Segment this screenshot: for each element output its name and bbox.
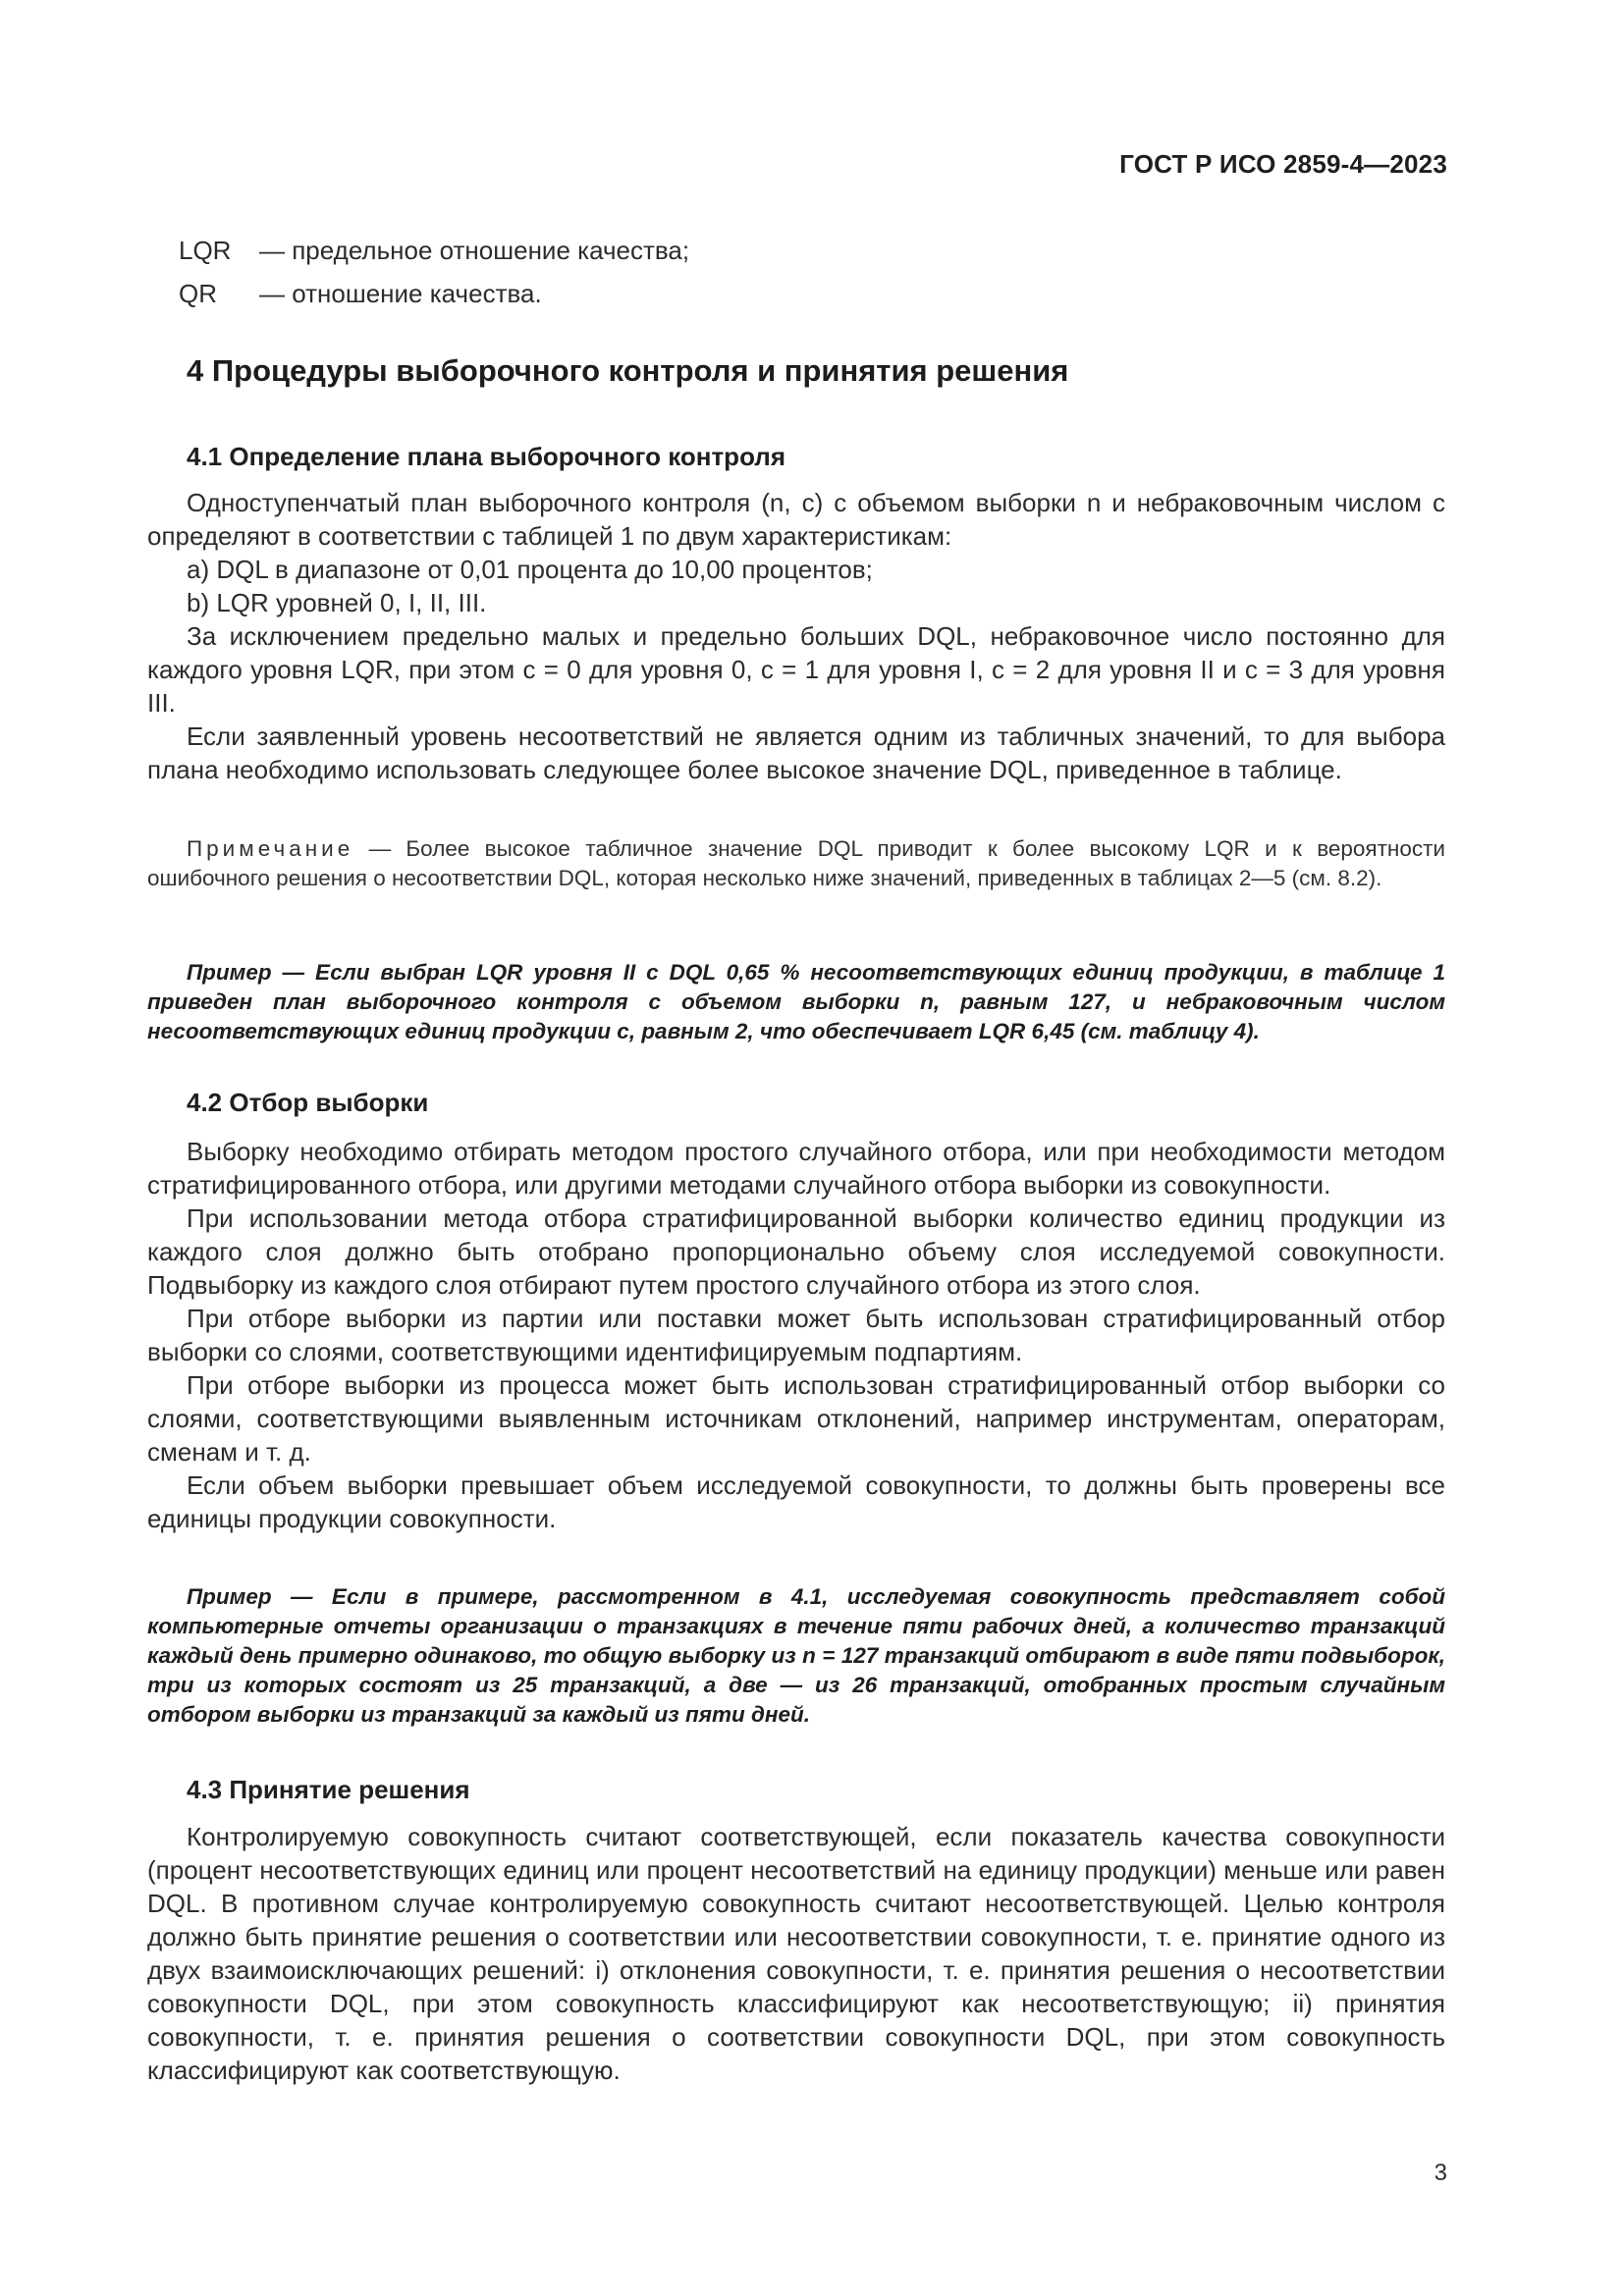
paragraph: Контролируемую совокупность считают соответствующей, если показатель качества совокупности (процент несоответствующих единиц или процент несоответствий на единицу продукции) меньше или равен DQL. В противном случае контролируемую совокупность считают несоответствующей. Целью контроля должно быть принятие решения о соответствии или несоответствии совокупности, т. е. принятие одного из двух взаимоисключающих решений: i) отклонения совокупности, т. е. принятия решения о несоответствии совокупности DQL, при этом совокупность классифицируют как несоответствующую; ii) принятия совокупности, т. е. принятия решения о соответствии совокупности DQL, при этом совокупность классифицируют как соответствующую. — [147, 1822, 1445, 2085]
example-text: Пример — Если в примере, рассмотренном в 4.1, исследуемая совокупность представляет собой компьютерные отчеты организации о транзакциях в течение пяти рабочих дней, а количество транзакций каждый день примерно одинаково, то общую выборку из n = 127 транзакций отбирают в виде пяти подвыборок, три из которых состоят из 25 транзакций, а две — из 26 транзакций, отобранных простым случайным отбором выборки из транзакций за каждый из пяти дней. — [147, 1584, 1445, 1727]
paragraph: Если объем выборки превышает объем исследуемой совокупности, то должны быть проверены все единицы продукции совокупности. — [147, 1470, 1445, 1533]
abbreviation-qr — [179, 279, 542, 309]
paragraph: Одноступенчатый план выборочного контроля (n, c) с объемом выборки n и небраковочным числом c определяют в соответствии с таблицей 1 по двум характеристикам: — [147, 488, 1445, 551]
example-4-1 — [147, 958, 1445, 1046]
paragraph: При отборе выборки из партии или поставки может быть использован стратифицированный отбор выборки со слоями, соответствующими идентифицируемым подпартиям. — [147, 1304, 1445, 1366]
abbreviation-code: LQR — [179, 236, 232, 265]
note — [147, 834, 1445, 893]
section-heading: 4 Процедуры выборочного контроля и принятия решения — [187, 353, 1069, 388]
note-label: Примечание — [187, 836, 354, 861]
abbreviation-lqr — [179, 236, 689, 266]
note-text: — Более высокое табличное значение DQL приводит к более высокому LQR и к вероятности ошибочного решения о несоответствии DQL, которая несколько ниже значений, приведенных в таблицах 2—5 (см. 8.2). — [147, 836, 1445, 890]
paragraph: Выборку необходимо отбирать методом простого случайного отбора, или при необходимости методом стратифицированного отбора, или другими методами случайного отбора выборки из совокупности. — [147, 1137, 1445, 1200]
section-4-2-body — [147, 1135, 1445, 1535]
subsection-heading-4-2: 4.2 Отбор выборки — [187, 1088, 429, 1117]
list-item-a: a) DQL в диапазоне от 0,01 процента до 10,00 процентов; — [187, 555, 873, 584]
paragraph: При отборе выборки из процесса может быть использован стратифицированный отбор выборки со слоями, соответствующими выявленным источникам отклонений, например инструментам, операторам, сменам и т. д. — [147, 1370, 1445, 1467]
abbreviation-code: QR — [179, 279, 217, 308]
page-number: 3 — [1434, 2160, 1447, 2186]
example-text: Пример — Если выбран LQR уровня II с DQL 0,65 % несоответствующих единиц продукции, в таблице 1 приведен план выборочного контроля с объемом выборки n, равным 127, и небраковочным числом несоответствующих единиц продукции c, равным 2, что обеспечивает LQR 6,45 (см. таблицу 4). — [147, 960, 1445, 1043]
abbreviation-text: — предельное отношение качества; — [259, 236, 690, 265]
section-4-1-body — [147, 486, 1445, 786]
paragraph: За исключением предельно малых и предельно больших DQL, небраковочное число постоянно для каждого уровня LQR, при этом c = 0 для уровня 0, c = 1 для уровня I, c = 2 для уровня II и c = 3 для уровня III. — [147, 621, 1445, 718]
abbreviation-text: — отношение качества. — [259, 279, 542, 308]
paragraph: Если заявленный уровень несоответствий не является одним из табличных значений, то для выбора плана необходимо использовать следующее более высокое значение DQL, приведенное в таблице. — [147, 721, 1445, 784]
document-code: ГОСТ Р ИСО 2859-4—2023 — [1119, 149, 1447, 179]
paragraph: При использовании метода отбора стратифицированной выборки количество единиц продукции из каждого слоя должно быть отобрано пропорционально объему слоя исследуемой совокупности. Подвыборку из каждого слоя отбирают путем простого случайного отбора из этого слоя. — [147, 1203, 1445, 1300]
section-4-3-body — [147, 1820, 1445, 2087]
subsection-heading-4-1: 4.1 Определение плана выборочного контроля — [187, 442, 785, 471]
example-4-2 — [147, 1582, 1445, 1730]
list-item-b: b) LQR уровней 0, I, II, III. — [187, 588, 487, 617]
subsection-heading-4-3: 4.3 Принятие решения — [187, 1775, 470, 1804]
